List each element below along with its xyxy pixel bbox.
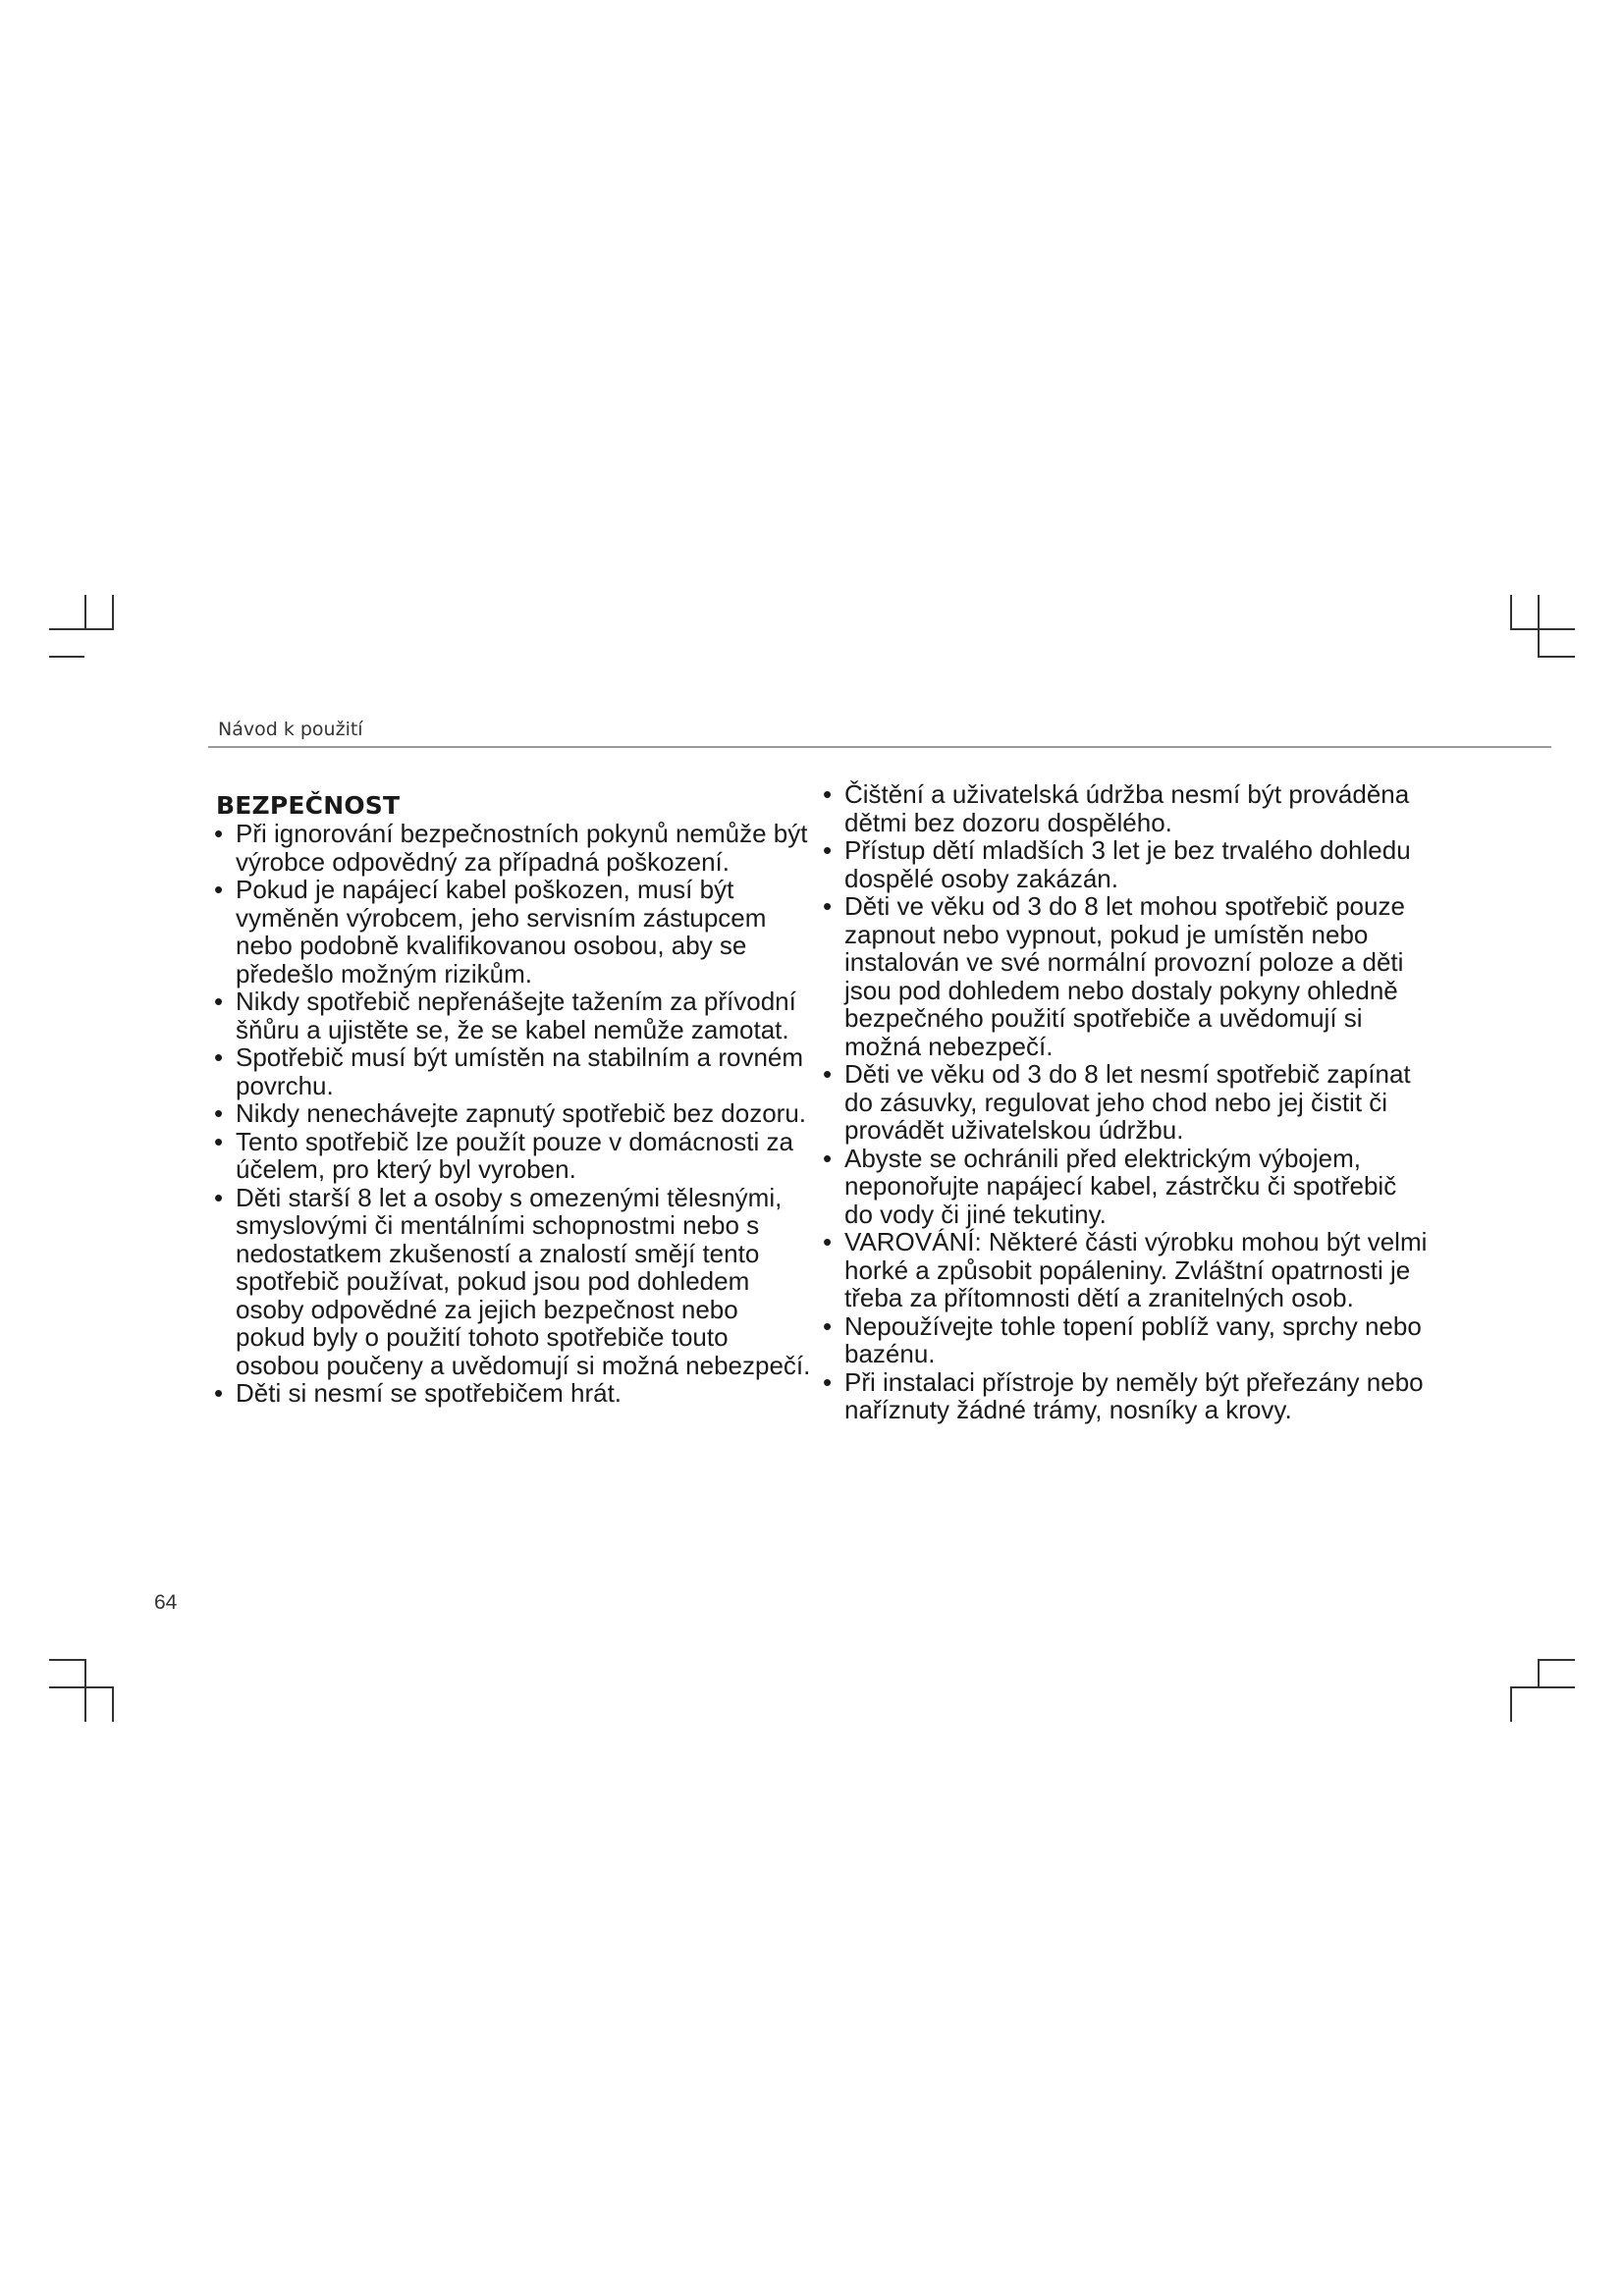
crop-mark bbox=[1510, 1686, 1575, 1688]
crop-mark bbox=[84, 1659, 86, 1722]
crop-mark bbox=[112, 595, 114, 630]
page-number: 64 bbox=[154, 1591, 178, 1614]
right-bullet-list bbox=[823, 780, 1432, 1424]
list-item: • Čištění a uživatelská údržba nesmí být prováděna dětmi bez dozoru dospělého. bbox=[823, 780, 1432, 836]
list-item: • VAROVÁNÍ: Některé části výrobku mohou být velmi horké a způsobit popáleniny. Zvláštní opatrnosti je třeba za přítomnosti dětí a zranitelných osob. bbox=[823, 1228, 1432, 1312]
list-item: • Děti ve věku od 3 do 8 let mohou spotřebič pouze zapnout nebo vypnout, pokud je umístěn nebo instalován ve své normální provozní poloze a děti jsou pod dohledem nebo dostaly pokyny ohledně bezpečného použití spotřebiče a uvědomují si možná nebezpečí. bbox=[823, 892, 1432, 1060]
document-header-title: Návod k použití bbox=[218, 719, 363, 740]
list-item: • Nikdy spotřebič nepřenášejte tažením za přívodní šňůru a ujistěte se, že se kabel nemůže zamotat. bbox=[214, 988, 813, 1043]
list-item: • Abyste se ochránili před elektrickým výbojem, neponořujte napájecí kabel, zástrčku či spotřebič do vody či jiné tekutiny. bbox=[823, 1145, 1432, 1229]
crop-mark bbox=[1538, 1659, 1575, 1661]
list-item: • Děti ve věku od 3 do 8 let nesmí spotřebič zapínat do zásuvky, regulovat jeho chod nebo jej čistit či provádět uživatelskou údržbu. bbox=[823, 1060, 1432, 1145]
crop-mark bbox=[49, 1659, 84, 1661]
crop-mark bbox=[1538, 595, 1540, 658]
list-item: • Při instalaci přístroje by neměly být přeřezány nebo naříznuty žádné trámy, nosníky a krovy. bbox=[823, 1368, 1432, 1424]
list-item: • Pokud je napájecí kabel poškozen, musí být vyměněn výrobcem, jeho servisním zástupcem nebo podobně kvalifikovanou osobou, aby se předešlo možným rizikům. bbox=[214, 876, 813, 988]
crop-mark bbox=[49, 656, 84, 658]
left-bullet-list bbox=[214, 820, 813, 1408]
crop-mark bbox=[1510, 1686, 1512, 1722]
list-item: • Děti starší 8 let a osoby s omezenými tělesnými, smyslovými či mentálními schopnostmi nebo s nedostatkem zkušeností a znalostí smějí tento spotřebič používat, pokud jsou pod dohledem osoby odpovědné za jejich bezpečnost nebo pokud byly o použití tohoto spotřebiče touto osobou poučeny a uvědomují si možná nebezpečí. bbox=[214, 1184, 813, 1380]
list-item: • Spotřebič musí být umístěn na stabilním a rovném povrchu. bbox=[214, 1043, 813, 1099]
crop-mark bbox=[1510, 628, 1575, 630]
crop-mark bbox=[1510, 595, 1512, 630]
list-item: • Nepoužívejte tohle topení poblíž vany, sprchy nebo bazénu. bbox=[823, 1312, 1432, 1368]
crop-mark bbox=[1538, 1659, 1540, 1688]
crop-mark bbox=[1538, 656, 1575, 658]
list-item: • Tento spotřebič lze použít pouze v domácnosti za účelem, pro který byl vyroben. bbox=[214, 1128, 813, 1184]
crop-mark bbox=[112, 1686, 114, 1722]
list-item: • Přístup dětí mladších 3 let je bez trvalého dohledu dospělé osoby zakázán. bbox=[823, 836, 1432, 892]
list-item: • Děti si nesmí se spotřebičem hrát. bbox=[214, 1379, 813, 1408]
list-item: • Při ignorování bezpečnostních pokynů nemůže být výrobce odpovědný za případná poškození. bbox=[214, 820, 813, 876]
header-divider bbox=[208, 746, 1551, 748]
crop-mark bbox=[49, 628, 114, 630]
list-item: • Nikdy nenechávejte zapnutý spotřebič bez dozoru. bbox=[214, 1099, 813, 1128]
section-title: BEZPEČNOST bbox=[216, 791, 401, 820]
crop-mark bbox=[84, 595, 86, 630]
right-column bbox=[823, 780, 1432, 1424]
crop-mark bbox=[49, 1686, 114, 1688]
left-column bbox=[214, 780, 813, 1408]
